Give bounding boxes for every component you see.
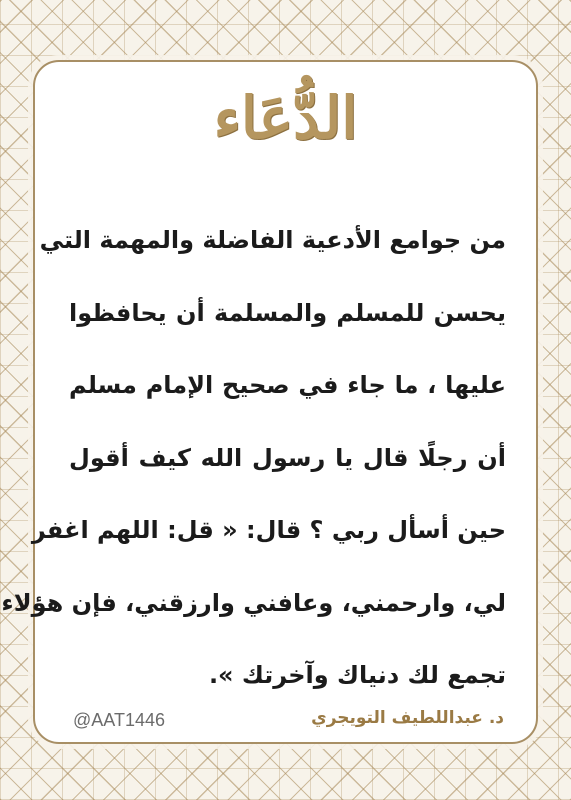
social-handle: @AAT1446 <box>73 710 165 730</box>
text-line: عليها ، ما جاء في صحيح الإمام مسلم <box>69 371 506 399</box>
text-line: من جوامع الأدعية الفاضلة والمهمة التي <box>39 226 506 254</box>
text-line: أن رجلًا قال يا رسول الله كيف أقول <box>69 443 506 472</box>
card-footer <box>35 700 536 736</box>
text-line: تجمع لك دنياك وآخرتك ». <box>208 661 506 689</box>
author-name: د. عبداللطيف التويجري <box>311 708 504 728</box>
title-container <box>35 78 536 159</box>
text-line: يحسن للمسلم والمسلمة أن يحافظوا <box>69 298 506 327</box>
text-line: حين أسأل ربي ؟ قال: « قل: اللهم اغفر <box>31 516 506 544</box>
text-line: لي، وارحمني، وعافني وارزقني، فإن هؤلاء <box>1 588 506 617</box>
supplication-text <box>1 204 506 712</box>
content-card <box>1 60 538 744</box>
calligraphy-title: الدُّعَاء <box>213 84 358 152</box>
